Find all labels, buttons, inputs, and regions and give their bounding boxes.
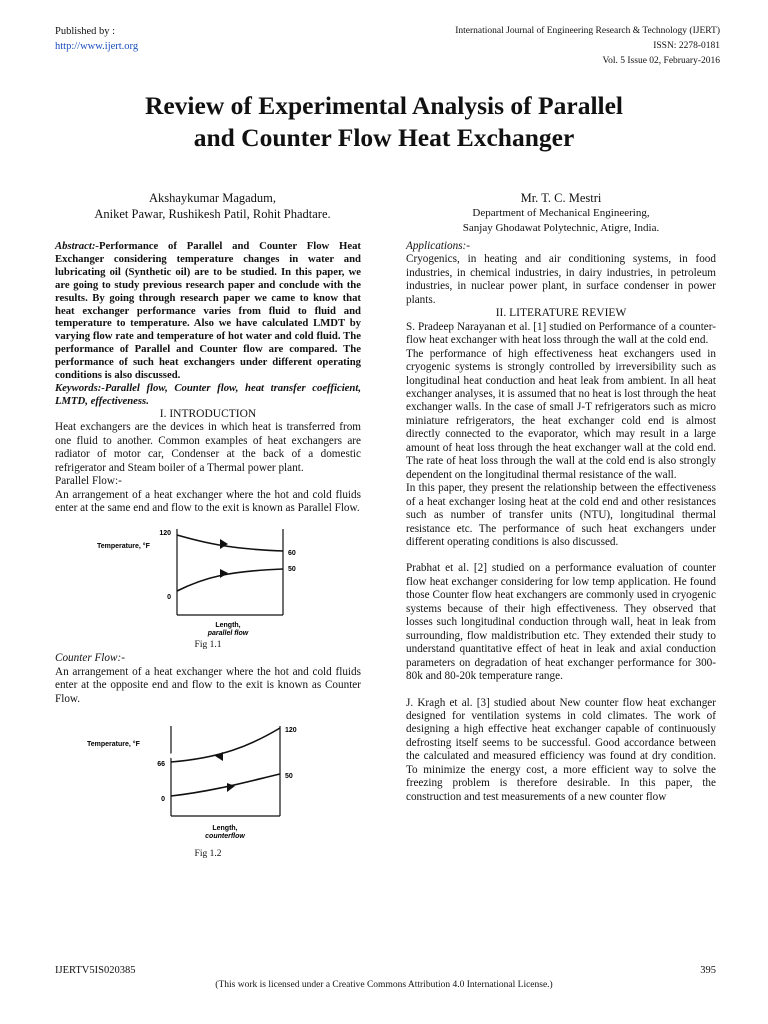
fig1-caption: Fig 1.1 <box>194 640 222 651</box>
keywords: Keywords:-Parallel flow, Counter flow, heat transfer coefficient, LMTD, effectiveness. <box>55 381 361 407</box>
literature-p2: The performance of high effectiveness heat exchangers used in cryogenic systems is strongly controlled by irreversibility such as longitudinal heat conduction and heat leak from ambient. In all heat exchanger analyses, it is assumed that no heat is lost through the heat exchanger walls. In the case of small J-T refrigerators such as micro miniature refrigerators, the heat exchanger cold end is almost directly connected to the evaporator, which may result in a large amount of heat loss through the heat exchanger wall at the cold end. The rate of heat loss through the wall at the cold end is also strongly dependent on the longitudinal thermal resistance of the wall. <box>406 347 716 481</box>
counter-flow-graph <box>55 706 361 856</box>
counter-flow-label: Counter Flow:- <box>55 652 125 665</box>
header-publisher <box>55 24 138 54</box>
fig1-ytick-0: 0 <box>167 594 171 602</box>
volume-issue: Vol. 5 Issue 02, February-2016 <box>602 56 720 66</box>
footer-license: (This work is licensed under a Creative Commons Attribution 4.0 International License.) <box>215 980 553 990</box>
fig1-cold-curve <box>177 569 283 591</box>
fig1-xlabel-2: parallel flow <box>207 630 249 638</box>
abstract-text: Performance of Parallel and Counter Flow Heat Exchanger considering temperature changes in water and lubricating oil (Synthetic oil) are to be studied. In this paper, we are going to study previous research paper and conclude with the results. By going through research paper we came to know that heat exchanger performance varies from fluid to fluid and temperature to temperature. Also we have calculated LMDT by varying flow rate and temperature of hot water and cold fluid. The performance of Parallel and Counter flow are compared. The performance of such heat exchangers under different operating conditions is also discussed. <box>55 240 361 382</box>
applications-text: Cryogenics, in heating and air conditioning systems, in food industries, in chemical industries, in dairy industries, in petroleum industries, in nuclear power plant, in surface condenser in power plants. <box>406 253 716 306</box>
literature-p4: Prabhat et al. [2] studied on a performance evaluation of counter flow heat exchanger considering for low temp application. He found those Counter flow heat exchangers are commonly used in cryogenic systems because of their high effectiveness. They observed that losses such longitudinal conduction through wall, heat in leak from surrounding, flow maldistribution etc. They extended their study to understand quantitative effect of heat in leak and axial conduction parameters on degradation of heat exchanger performance for 300-80k and 80-20k temperature range. <box>406 562 716 683</box>
fig1-cold-arrow <box>220 569 228 578</box>
title-line-2: and Counter Flow Heat Exchanger <box>193 123 575 152</box>
fig1-ylabel: Temperature, °F <box>97 543 150 551</box>
literature-p5: J. Kragh et al. [3] studied about New counter flow heat exchanger designed for ventilation systems in cold climates. The work of designing a high effective heat exchanger capable of continuously defrosting itself seems to be successful. Good accordance between the calculated and measured efficiency was found at dry condition. To minimize the energy cost, a more efficient way to solve the freezing problem is therefore desirable. In this paper, the construction and test measurements of a new counter flow <box>406 696 716 803</box>
journal-name: International Journal of Engineering Research & Technology (IJERT) <box>455 26 720 36</box>
literature-p1: S. Pradeep Narayanan et al. [1] studied on Performance of a counter-flow heat exchanger with heat loss through the wall at the cold end. <box>406 320 716 347</box>
footer-page-number: 395 <box>700 965 716 976</box>
abstract-label: Abstract:- <box>55 240 99 252</box>
journal-url-link[interactable]: http://www.ijert.org <box>55 41 139 52</box>
applications-label: Applications:- <box>406 240 471 252</box>
figure-parallel-flow <box>55 515 361 652</box>
parallel-flow-graph <box>55 515 361 652</box>
literature-p3: In this paper, they present the relationship between the effectiveness of a heat exchanger losing heat at the cold end and other resistances such as number of transfer units (NTU), longitudinal thermal resistance etc. The performance of such heat exchangers under different operating conditions is also discussed. <box>406 482 716 548</box>
fig1-ytick-120: 120 <box>159 530 171 538</box>
issn: ISSN: 2278-0181 <box>653 41 720 51</box>
literature-heading: II. LITERATURE REVIEW <box>495 307 627 320</box>
title-line-1: Review of Experimental Analysis of Parallel <box>144 91 624 120</box>
fig2-caption: Fig 1.2 <box>194 849 222 860</box>
authors-left <box>55 190 370 222</box>
paragraph-gap <box>406 684 716 697</box>
paper-title <box>40 90 728 154</box>
abstract <box>55 240 361 382</box>
author-line-2: Aniket Pawar, Rushikesh Patil, Rohit Phadtare. <box>94 207 331 221</box>
author-mentor: Mr. T. C. Mestri <box>520 191 602 205</box>
affiliation-dept: Department of Mechanical Engineering, <box>472 207 650 219</box>
authors-right <box>408 190 714 235</box>
paragraph-gap <box>406 549 716 562</box>
counter-flow-text: An arrangement of a heat exchanger where the hot and cold fluids enter at the opposite end and flow to the exit is known as Counter Flow. <box>55 665 361 705</box>
fig2-ylabel: Temperature, °F <box>87 741 140 749</box>
figure-counter-flow <box>55 706 361 860</box>
fig2-end-cold: 50 <box>285 773 293 781</box>
header-journal-info <box>320 24 720 69</box>
fig1-hot-arrow <box>220 539 228 549</box>
fig1-end-hot: 60 <box>288 550 296 558</box>
author-line-1: Akshaykumar Magadum, <box>148 191 277 205</box>
published-by-label: Published by : <box>55 26 116 37</box>
parallel-flow-text: An arrangement of a heat exchanger where the hot and cold fluids enter at the same end and flow to the exit is known as Parallel Flow. <box>55 488 361 514</box>
fig1-xlabel-1: Length, <box>215 622 241 630</box>
affiliation-inst: Sanjay Ghodawat Polytechnic, Atigre, India. <box>462 221 660 234</box>
left-column <box>55 240 361 860</box>
fig2-end-hot: 120 <box>285 727 297 735</box>
fig2-xlabel-2: counterflow <box>205 833 245 841</box>
fig2-ytick-66: 66 <box>157 761 165 769</box>
fig2-hot-curve <box>171 728 280 762</box>
fig2-xlabel-1: Length, <box>212 825 238 833</box>
right-column <box>406 240 716 804</box>
parallel-flow-label: Parallel Flow:- <box>55 475 122 488</box>
fig2-hot-arrow <box>215 752 223 761</box>
fig1-hot-curve <box>177 535 283 551</box>
footer-paper-id: IJERTV5IS020385 <box>55 965 136 976</box>
intro-heading: I. INTRODUCTION <box>159 407 257 420</box>
fig2-cold-curve <box>171 774 280 796</box>
intro-paragraph: Heat exchangers are the devices in which heat is transferred from one fluid to another. Common examples of heat exchangers are radiator of motor car, Condenser at the back of a domestic refrigerator and Steam boiler of a Thermal power plant. <box>55 421 361 474</box>
fig1-end-cold: 50 <box>288 566 296 574</box>
fig2-ytick-0: 0 <box>161 796 165 804</box>
